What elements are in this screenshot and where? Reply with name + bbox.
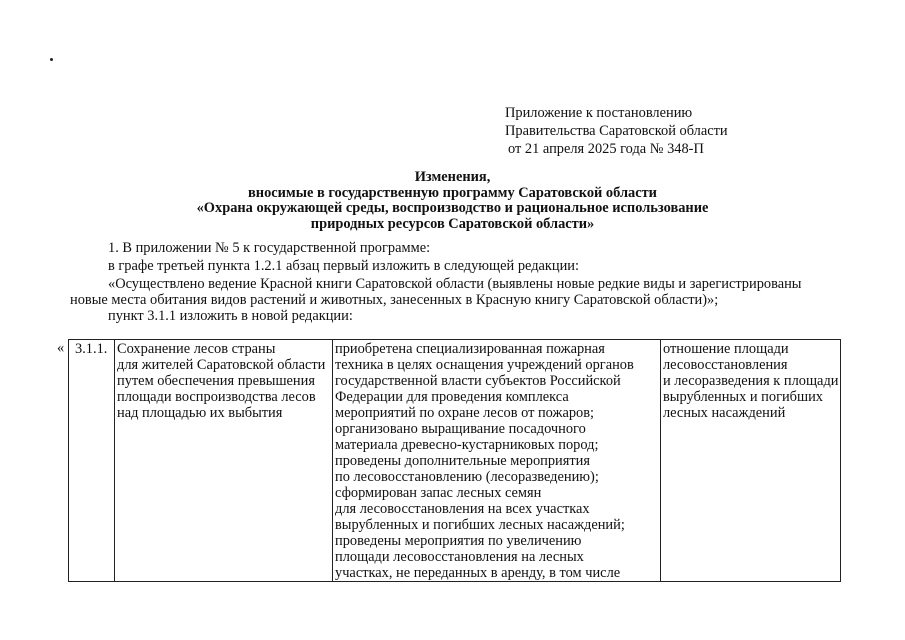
result-line: мероприятий по охране лесов от пожаров;: [335, 405, 595, 421]
document-title: [0, 170, 905, 232]
result-line: Федерации для проведения комплекса: [335, 389, 569, 405]
indicator-line: и лесоразведения к площади: [663, 373, 839, 389]
indicator-line: лесовосстановления: [663, 357, 788, 373]
title-line-4: природных ресурсов Саратовской области»: [310, 215, 595, 232]
result-line: государственной власти субъектов Российской: [335, 373, 621, 389]
indicator-lines: [663, 341, 838, 421]
result-line: вырубленных и погибших лесных насаждений;: [335, 517, 625, 533]
result-line: организовано выращивание посадочного: [335, 421, 586, 437]
appendix-line-3: от 21 апреля 2025 года № 348-П: [508, 141, 704, 157]
result-line: по лесовосстановлению (лесоразведению);: [335, 469, 599, 485]
open-quote: «: [57, 340, 65, 356]
paragraph-4: пункт 3.1.1 изложить в новой редакции:: [108, 308, 353, 324]
result-line: для лесовосстановления на всех участках: [335, 501, 590, 517]
result-line: материала древесно-кустарниковых пород;: [335, 437, 599, 453]
title-line-3: «Охрана окружающей среды, воспроизводство и рациональное использование: [196, 200, 709, 216]
result-line: проведены дополнительные мероприятия: [335, 453, 590, 469]
cell-indicator: [661, 340, 841, 582]
indicator-line: лесных насаждений: [663, 405, 786, 421]
scan-dot: [50, 58, 53, 61]
changes-table: [68, 339, 841, 582]
table-row: [69, 340, 841, 582]
paragraph-3-line-1: «Осуществлено ведение Красной книги Саратовской области (выявлены новые редкие виды и зарегистрированы: [108, 276, 802, 292]
indicator-line: вырубленных и погибших: [663, 389, 823, 405]
cell-number: [69, 340, 115, 582]
paragraph-3-line-2: новые места обитания видов растений и животных, занесенных в Красную книгу Саратовской области)»;: [70, 292, 719, 308]
row-number: 3.1.1.: [75, 341, 108, 357]
name-line: для жителей Саратовской области: [117, 357, 326, 373]
result-line: техника в целях оснащения учреждений органов: [335, 357, 634, 373]
indicator-line: отношение площади: [663, 341, 789, 357]
result-line: участках, не переданных в аренду, в том числе: [335, 565, 621, 581]
appendix-line-1: Приложение к постановлению: [505, 105, 693, 121]
paragraph-1: 1. В приложении № 5 к государственной программе:: [108, 240, 431, 256]
name-line: Сохранение лесов страны: [117, 341, 276, 357]
title-line-1: Изменения,: [414, 169, 491, 185]
name-lines: [117, 341, 330, 421]
result-line: площади лесовосстановления на лесных: [335, 549, 584, 565]
title-line-2: вносимые в государственную программу Саратовской области: [248, 184, 657, 201]
appendix-header: [505, 104, 728, 158]
result-line: проведены мероприятия по увеличению: [335, 533, 582, 549]
cell-name: [115, 340, 333, 582]
name-line: площади воспроизводства лесов: [117, 389, 316, 405]
result-lines: [335, 341, 658, 581]
paragraph-2: в графе третьей пункта 1.2.1 абзац первый изложить в следующей редакции:: [108, 258, 580, 274]
result-line: приобретена специализированная пожарная: [335, 341, 605, 357]
name-line: над площадью их выбытия: [117, 405, 283, 421]
appendix-line-2: Правительства Саратовской области: [505, 123, 728, 139]
cell-result: [333, 340, 661, 582]
name-line: путем обеспечения превышения: [117, 373, 315, 389]
result-line: сформирован запас лесных семян: [335, 485, 542, 501]
